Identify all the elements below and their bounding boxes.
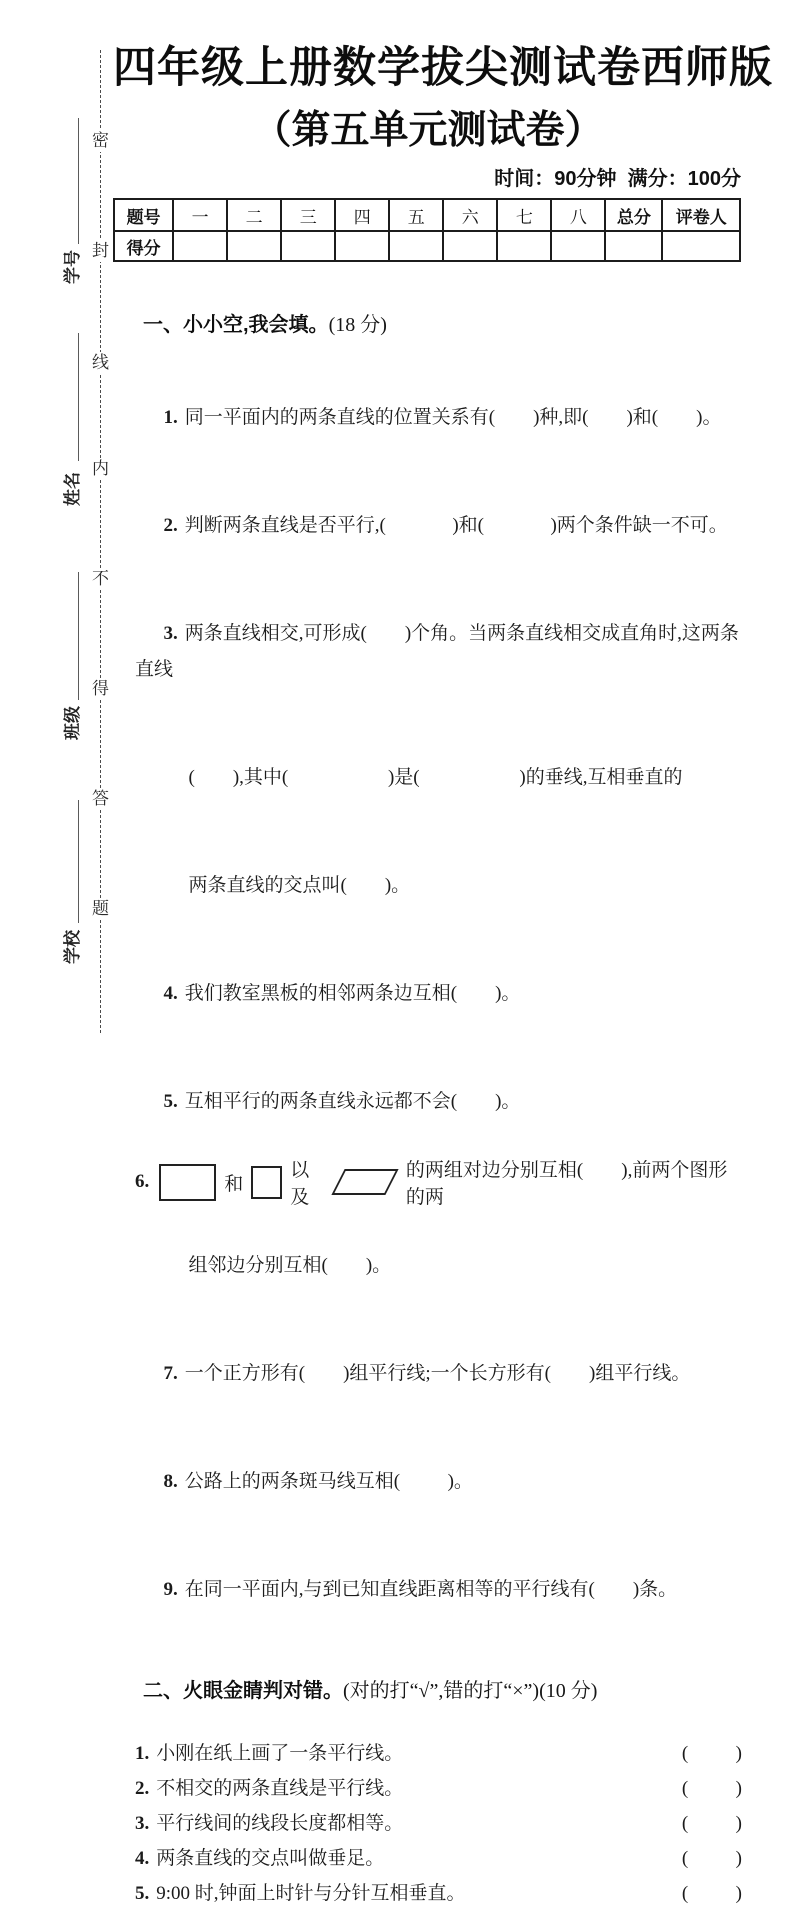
question-text: 在同一平面内,与到已知直线距离相等的平行线有( )条。 xyxy=(184,1579,678,1600)
question-3 xyxy=(113,580,743,724)
question-text: 两条直线的交点叫做垂足。 xyxy=(156,1848,385,1869)
question-number: 5. xyxy=(135,1883,150,1904)
score-table-header-cell: 题号 xyxy=(114,199,173,231)
question-number: 1. xyxy=(135,1743,150,1764)
truefalse-5 xyxy=(113,1876,743,1911)
school-label: 学校 xyxy=(63,930,82,964)
question-8 xyxy=(113,1428,743,1536)
score-cell-empty xyxy=(335,231,389,261)
question-number: 8. xyxy=(163,1471,178,1492)
question-number: 3. xyxy=(135,1813,150,1834)
question-number: 6. xyxy=(135,1171,150,1192)
score-cell-empty xyxy=(497,231,551,261)
square-shape xyxy=(251,1166,282,1199)
seal-char: 答 xyxy=(92,789,109,808)
score-cell-empty xyxy=(662,231,740,261)
section1-heading-points: (18 分) xyxy=(328,314,387,336)
student-name-blank-line xyxy=(78,333,79,461)
question-number: 2. xyxy=(135,1778,150,1799)
question-number: 5. xyxy=(163,1091,178,1112)
score-table-header-cell: 七 xyxy=(497,199,551,231)
question-6 xyxy=(113,1158,743,1206)
score-cell-empty xyxy=(551,231,605,261)
question-text: ( ),其中( )是( )的垂线,互相垂直的 xyxy=(188,767,683,788)
score-row-label: 得分 xyxy=(114,231,173,261)
score-cell-empty xyxy=(227,231,281,261)
parallelogram-shape xyxy=(331,1169,398,1195)
answer-blank: ( ) xyxy=(681,1778,742,1799)
question-text: 判断两条直线是否平行,( )和( )两个条件缺一不可。 xyxy=(184,515,728,536)
question-number: 4. xyxy=(163,983,178,1004)
score-cell-empty xyxy=(605,231,662,261)
section1-heading-title: 一、小小空,我会填。 xyxy=(143,314,329,336)
question-4 xyxy=(113,940,743,1048)
seal-dashed-line xyxy=(100,50,101,1033)
truefalse-4 xyxy=(113,1841,743,1876)
seal-char: 密 xyxy=(92,131,109,150)
question-text: 互相平行的两条直线永远都不会( )。 xyxy=(184,1091,521,1112)
seal-char: 封 xyxy=(92,241,109,260)
question-6-continuation xyxy=(113,1212,743,1320)
question-text: 同一平面内的两条直线的位置关系有( )种,即( )和( )。 xyxy=(184,407,722,428)
question-text: 两条直线相交,可形成( )个角。当两条直线相交成直角时,这两条直线 xyxy=(135,623,739,680)
question-number: 2. xyxy=(163,515,178,536)
question-text: 以及 xyxy=(290,1160,310,1208)
page-subtitle: （第五单元测试卷） xyxy=(252,109,604,152)
score-table-header-cell: 总分 xyxy=(605,199,662,231)
section2-heading-points: (对的打“√”,错的打“×”)(10 分) xyxy=(343,1680,598,1702)
score-table-header-cell: 二 xyxy=(227,199,281,231)
question-number: 7. xyxy=(163,1363,178,1384)
question-1 xyxy=(113,364,743,472)
question-text: 我们教室黑板的相邻两条边互相( )。 xyxy=(184,983,521,1004)
question-text: 小刚在纸上画了一条平行线。 xyxy=(156,1743,404,1764)
section2-heading xyxy=(113,1652,743,1730)
question-text: 的两组对边分别互相( ),前两个图形的两 xyxy=(405,1160,728,1208)
main-content xyxy=(113,0,773,1911)
question-9 xyxy=(113,1536,743,1644)
question-text: 和 xyxy=(224,1173,244,1195)
score-cell-empty xyxy=(281,231,335,261)
question-2 xyxy=(113,472,743,580)
question-text: 平行线间的线段长度都相等。 xyxy=(156,1813,404,1834)
question-number: 9. xyxy=(163,1579,178,1600)
question-text: 公路上的两条斑马线互相( )。 xyxy=(184,1471,473,1492)
question-number: 3. xyxy=(163,623,178,644)
section1-heading xyxy=(113,286,743,364)
question-text: 组邻边分别互相( )。 xyxy=(188,1255,392,1276)
score-table-header-cell: 评卷人 xyxy=(662,199,740,231)
answer-blank: ( ) xyxy=(681,1813,742,1834)
question-text: 9:00 时,钟面上时针与分针互相垂直。 xyxy=(156,1883,466,1904)
seal-char: 题 xyxy=(92,899,109,918)
student-id-label: 学号 xyxy=(63,250,82,284)
answer-blank: ( ) xyxy=(681,1848,742,1869)
question-5 xyxy=(113,1048,743,1156)
seal-char: 不 xyxy=(92,569,109,588)
school-blank-line xyxy=(78,800,79,923)
score-table-header-cell: 一 xyxy=(173,199,227,231)
question-text: 不相交的两条直线是平行线。 xyxy=(156,1778,404,1799)
score-cell-empty xyxy=(389,231,443,261)
class-blank-line xyxy=(78,572,79,700)
score-table xyxy=(113,198,741,262)
question-7 xyxy=(113,1320,743,1428)
student-name-label: 姓名 xyxy=(63,472,82,506)
seal-char: 得 xyxy=(92,679,109,698)
score-table-header-cell: 三 xyxy=(281,199,335,231)
seal-char: 线 xyxy=(92,353,109,372)
score-table-header-cell: 四 xyxy=(335,199,389,231)
answer-blank: ( ) xyxy=(681,1883,742,1904)
answer-blank: ( ) xyxy=(681,1743,742,1764)
truefalse-2 xyxy=(113,1771,743,1806)
question-text: 两条直线的交点叫( )。 xyxy=(188,875,411,896)
question-3-continuation xyxy=(113,724,743,832)
truefalse-3 xyxy=(113,1806,743,1841)
score-cell-empty xyxy=(443,231,497,261)
student-id-blank-line xyxy=(78,118,79,244)
seal-char: 内 xyxy=(92,459,109,478)
section2-heading-title: 二、火眼金睛判对错。 xyxy=(143,1680,343,1702)
question-number: 1. xyxy=(163,407,178,428)
question-3-continuation xyxy=(113,832,743,940)
rectangle-shape xyxy=(159,1164,216,1201)
time-score-meta: 时间：90分钟 满分：100分 xyxy=(494,168,741,190)
score-cell-empty xyxy=(173,231,227,261)
question-number: 4. xyxy=(135,1848,150,1869)
score-table-header-cell: 五 xyxy=(389,199,443,231)
class-label: 班级 xyxy=(63,706,82,740)
score-table-header-cell: 八 xyxy=(551,199,605,231)
page-title: 四年级上册数学拔尖测试卷西师版 xyxy=(113,44,773,92)
truefalse-1 xyxy=(113,1736,743,1771)
question-text: 一个正方形有( )组平行线;一个长方形有( )组平行线。 xyxy=(184,1363,691,1384)
score-table-header-cell: 六 xyxy=(443,199,497,231)
